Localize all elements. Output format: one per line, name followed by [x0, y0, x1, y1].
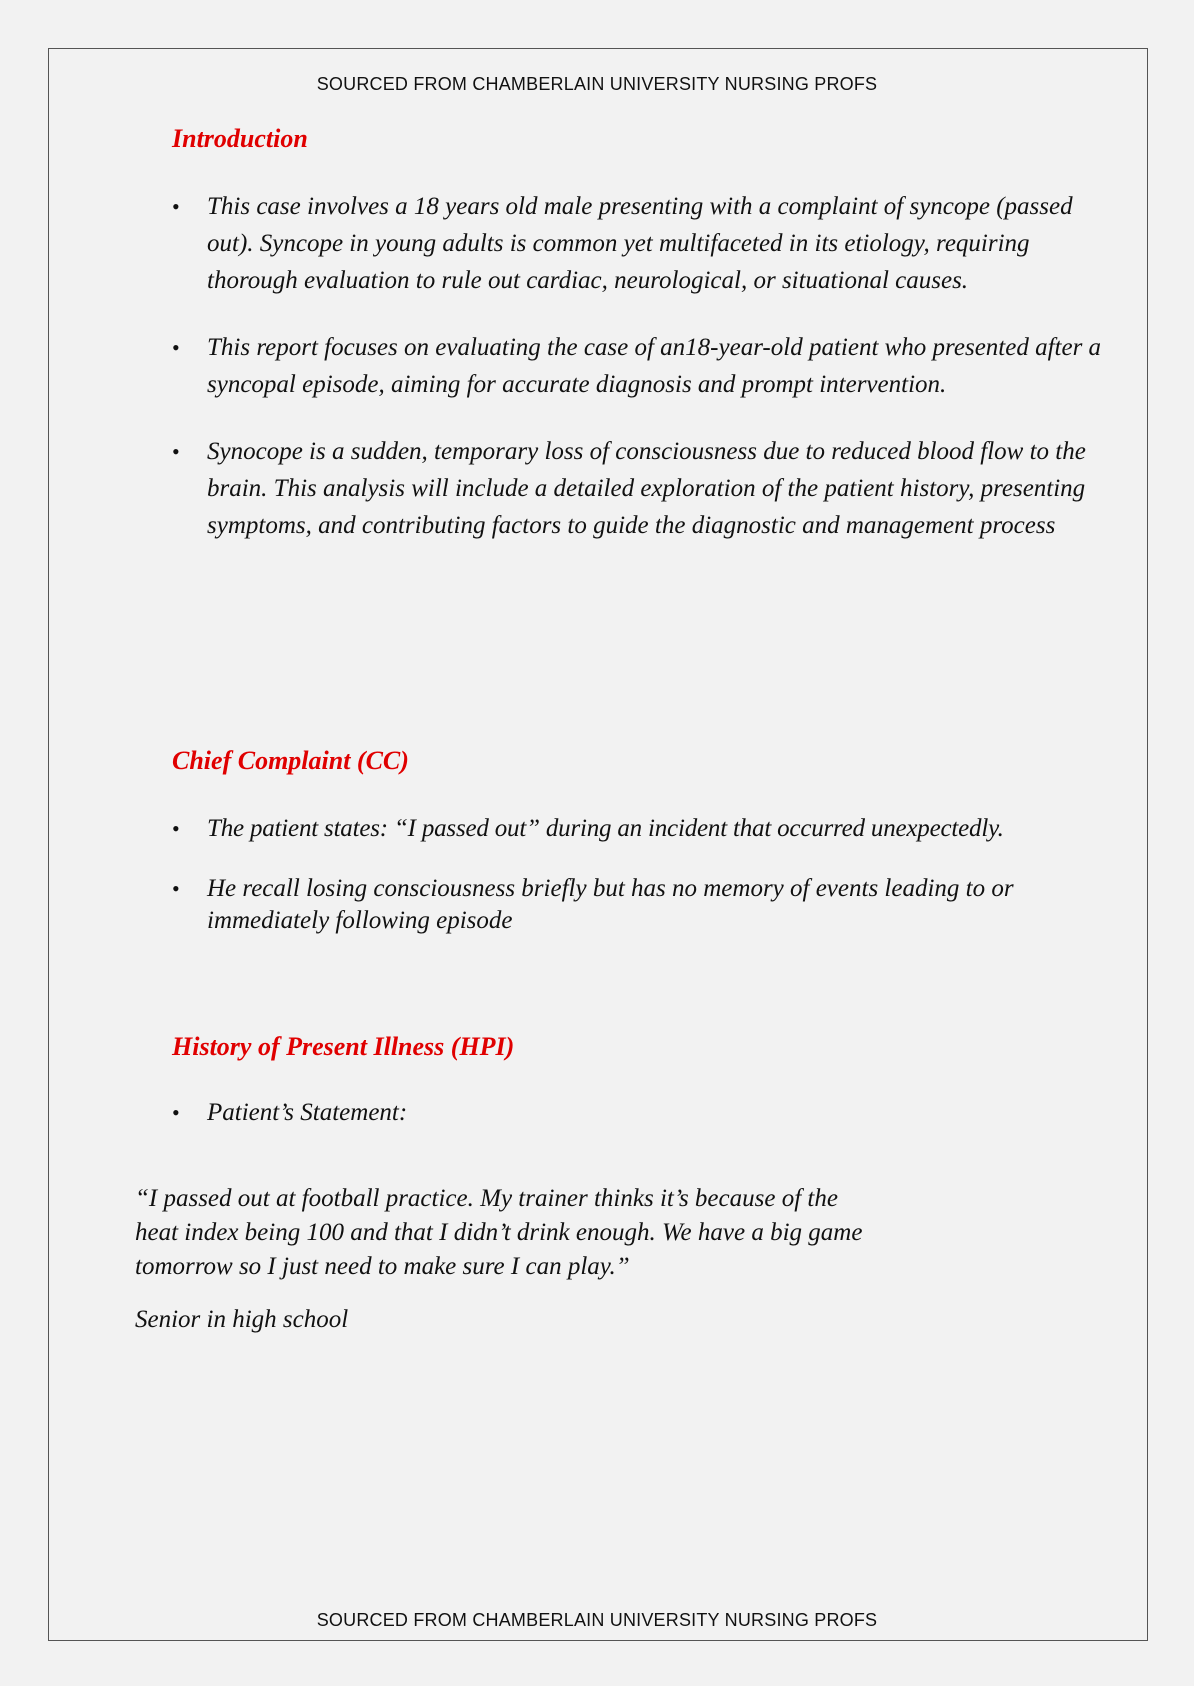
bullet-icon: •: [172, 439, 180, 464]
list-item: [172, 1094, 1122, 1131]
bullet-icon: •: [172, 335, 180, 360]
introduction-bullet-3: Synocope is a sudden, temporary loss of consciousness due to reduced blood flow to the brain. This analysis will include a detailed exploration of the patient history, presenting symptoms, and contributing factors to guide the diagnostic and management process: [207, 438, 1086, 539]
introduction-bullet-1: This case involves a 18 years old male presenting with a complaint of syncope (passed out). Syncope in young adults is common yet multifaceted in its etiology, requiring thorough evaluation to rule out cardiac, neurological, or situational causes.: [207, 193, 1073, 294]
introduction-list: [172, 188, 1122, 544]
quote-line: heat index being 100 and that I didn’t drink enough. We have a big game: [135, 1219, 863, 1246]
list-item: [172, 810, 1132, 847]
list-item: [172, 873, 1132, 937]
hpi-heading: History of Present Illness (HPI): [172, 1032, 515, 1061]
bullet-icon: •: [172, 1100, 180, 1125]
bullet-icon: •: [172, 816, 180, 841]
bullet-icon: •: [172, 876, 180, 901]
hpi-list: [172, 1094, 1122, 1131]
list-item: [172, 433, 1122, 544]
hpi-bullet-1: Patient’s Statement:: [207, 1099, 408, 1126]
introduction-bullet-2: This report focuses on evaluating the case of an18-year-old patient who presented after a syncopal episode, aiming for accurate diagnosis and prompt intervention.: [207, 334, 1102, 398]
running-header: SOURCED FROM CHAMBERLAIN UNIVERSITY NURSING PROFS: [316, 74, 878, 94]
patient-note: Senior in high school: [135, 1306, 349, 1333]
chief-complaint-bullet-2: He recall losing consciousness briefly but has no memory of events leading to or immediately following episode: [207, 875, 1014, 934]
quote-line: “I passed out at football practice. My trainer thinks it’s because of the: [135, 1185, 838, 1212]
introduction-heading: Introduction: [172, 124, 308, 153]
chief-complaint-bullet-1: The patient states: “I passed out” during an incident that occurred unexpectedly.: [207, 815, 1004, 842]
list-item: [172, 188, 1122, 299]
chief-complaint-heading: Chief Complaint (CC): [172, 746, 409, 775]
quote-line: tomorrow so I just need to make sure I can play.”: [135, 1253, 630, 1280]
list-item: [172, 329, 1122, 403]
bullet-icon: •: [172, 194, 180, 219]
patient-quote: [135, 1182, 1015, 1284]
running-footer: SOURCED FROM CHAMBERLAIN UNIVERSITY NURSING PROFS: [316, 1610, 878, 1630]
chief-complaint-list: [172, 810, 1132, 937]
